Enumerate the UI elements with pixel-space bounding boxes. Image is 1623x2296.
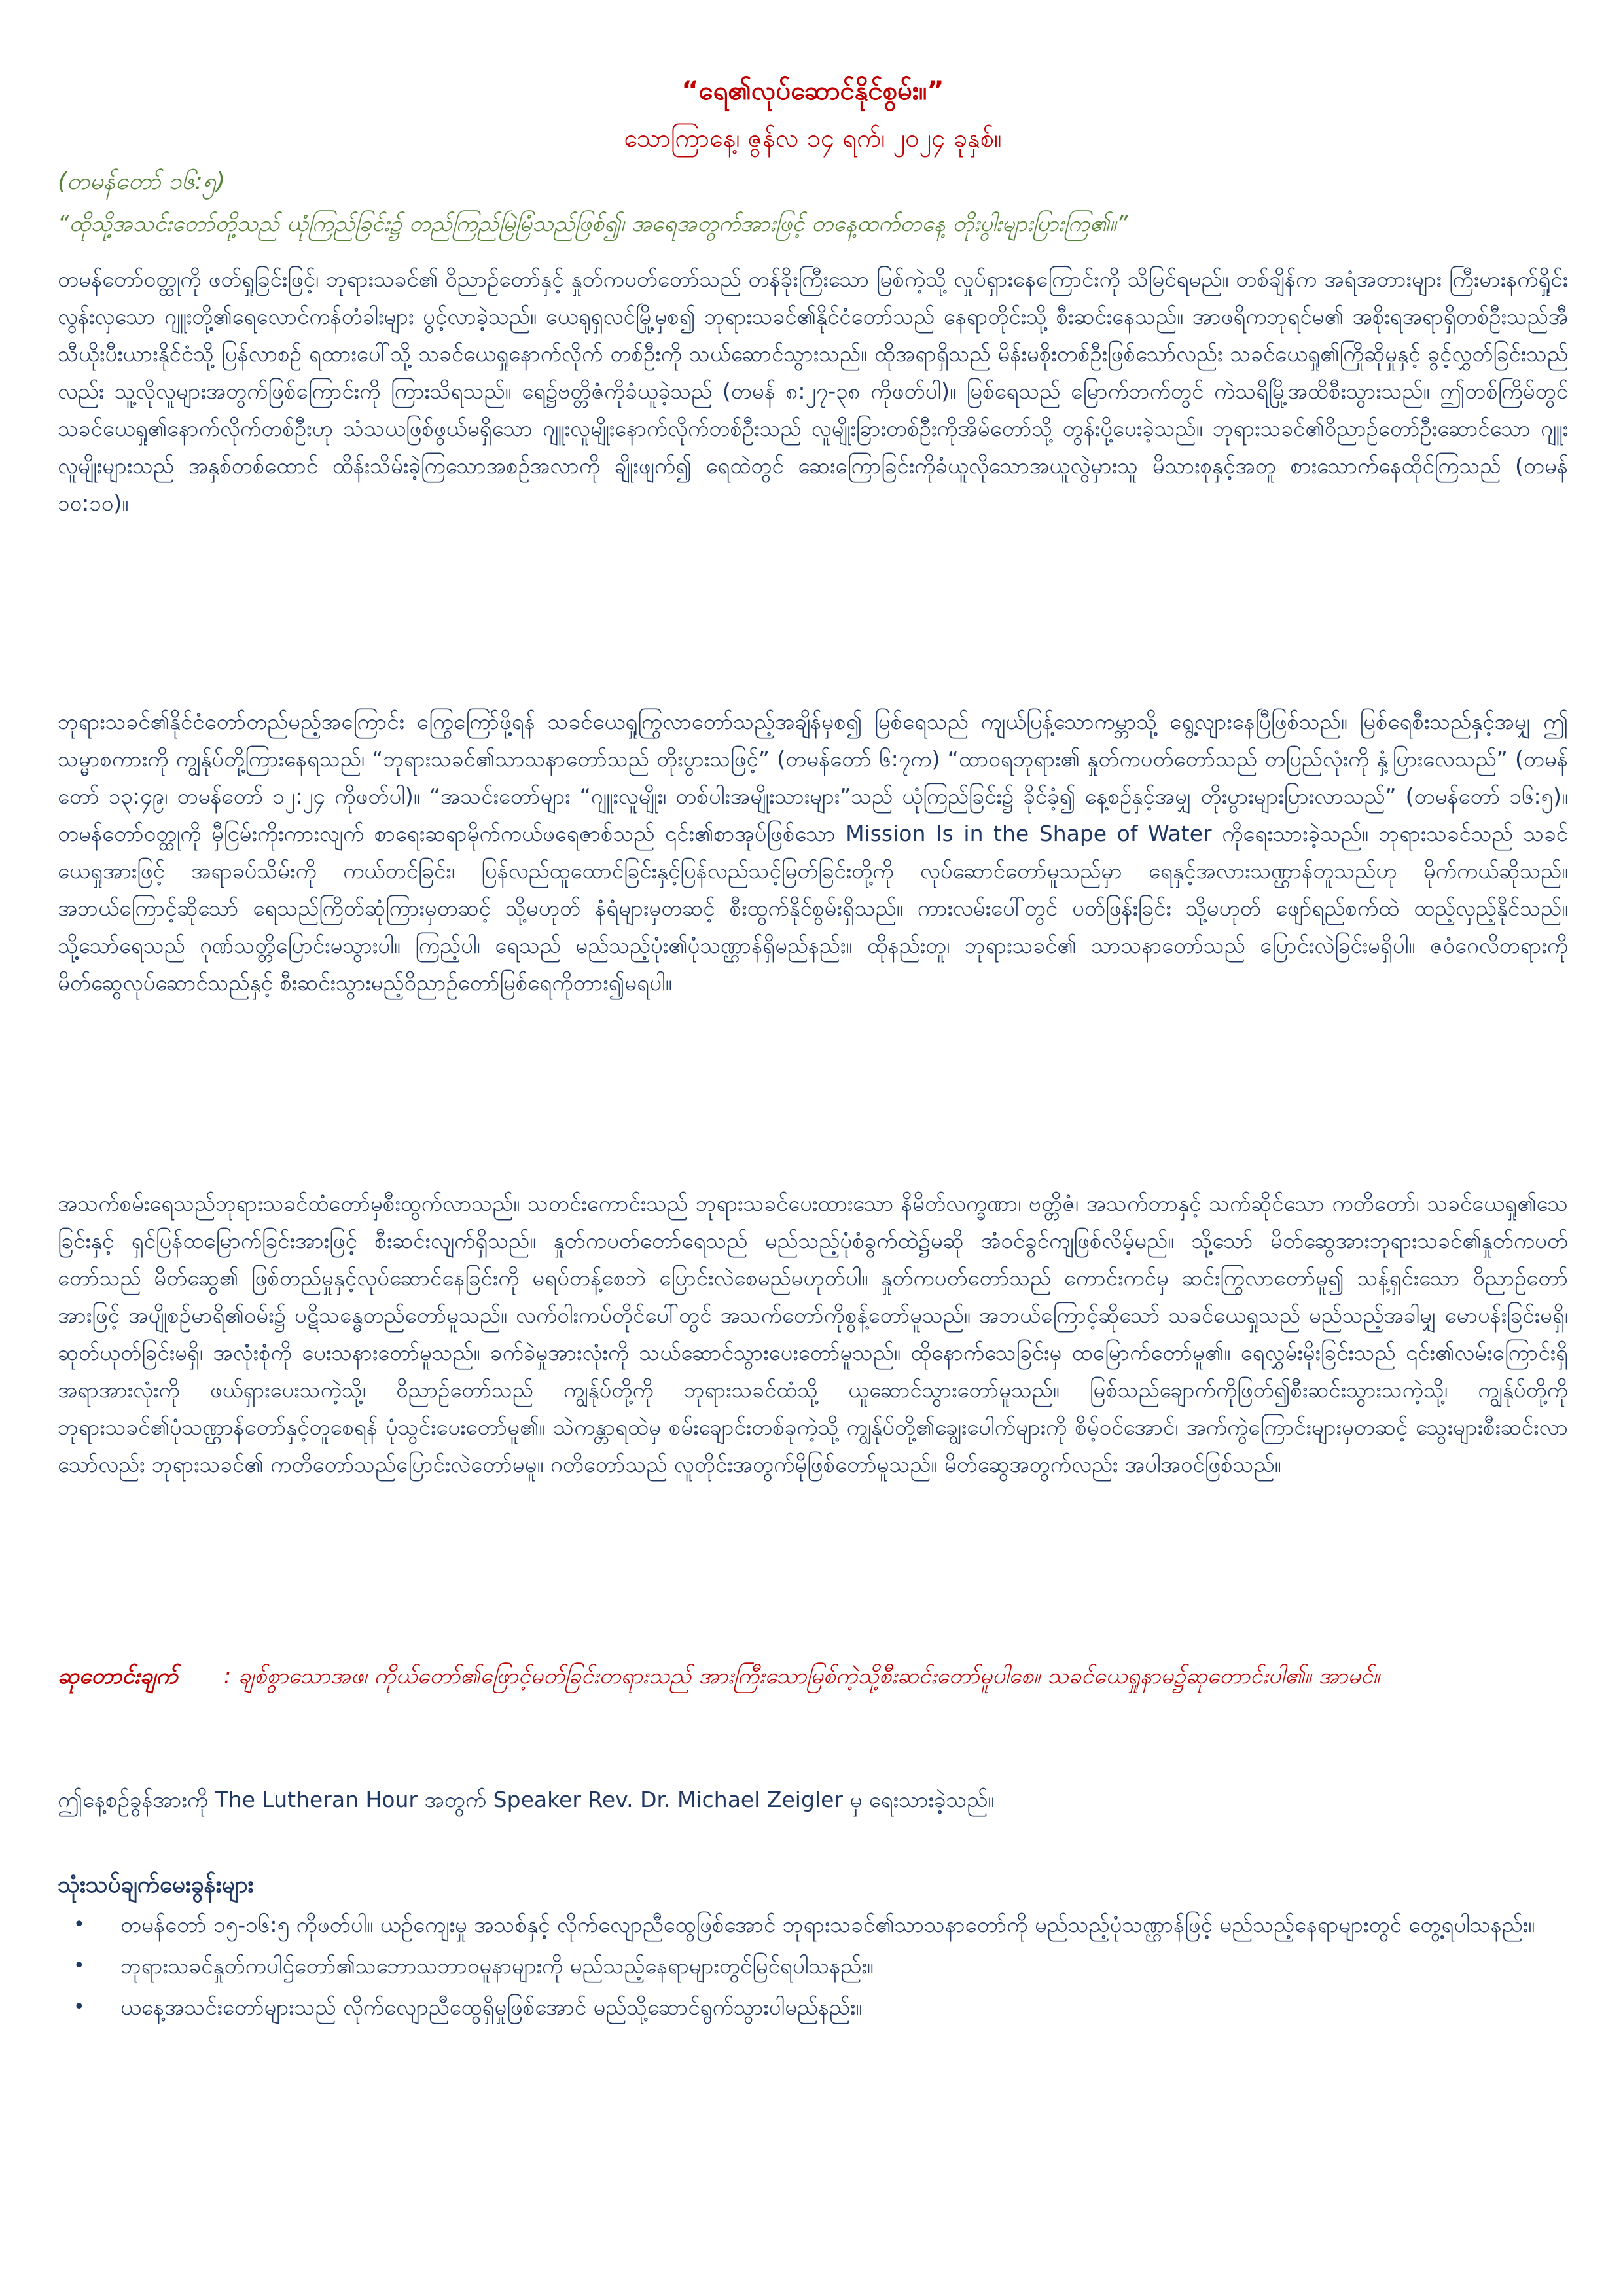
- devotion-date: သောကြာနေ့၊ ဇွန်လ ၁၄ ရက်၊ ၂၀၂၄ ခုနှစ်။: [624, 124, 1002, 152]
- body-paragraph-2: ဘုရားသခင်၏နိုင်ငံတော်တည်မည့်အကြောင်း ကြွေကြော်ဖို့ရန် သခင်ယေရှုကြွလာတော်သည့်အချိန်မှစ၍ မြစ်ရေသည် ကျယ်ပြန့်သောကမ္ဘာသို့ ရွေ့လျားနေပြီဖြစ်သည်။ မြစ်ရေစီးသည်နှင့်အမျှ ဤသမ္မာစကားကို ကျွန်ုပ်တို့ကြားနေရသည်၊ “ဘုရားသခင်၏သာသနာတော်သည် တိုးပွားသဖြင့်” (တမန်တော် ၆:၇က) “ထာဝရဘုရား၏ နှုတ်ကပတ်တော်သည် တပြည်လုံးကို နှံ့ပြားလေသည်” (တမန်တော် ၁၃:၄၉၊ တမန်တော် ၁၂:၂၄ ကိုဖတ်ပါ)။ “အသင်းတော်များ “ဂျူးလူမျိုး၊ တစ်ပါးအမျိုးသားများ”သည် ယုံကြည်ခြင်း၌ ခိုင်ခံ့၍ နေ့စဉ်နှင့်အမျှ တိုးပွားများပြားလာသည်” (တမန်တော် ၁၆:၅)။ တမန်တော်ဝတ္ထုကို မှီငြမ်းကိုးကားလျက် စာရေးဆရာမိုက်ကယ်ဖရေဇာစ်သည် ၎င်း၏စာအုပ်ဖြစ်သော Mission Is in the Shape of Water ကိုရေးသားခဲ့သည်။ ဘုရားသခင်သည် သခင်ယေရှုအားဖြင့် အရာခပ်သိမ်းကို ကယ်တင်ခြင်း၊ ပြန်လည်ထူထောင်ခြင်းနှင့်ပြန်လည်သင့်မြတ်ခြင်းတို့ကို လုပ်ဆောင်တော်မူသည်မှာ ရေနှင့်အလားသဏ္ဌာန်တူသည်ဟု မိုက်ကယ်ဆိုသည်။ အဘယ်ကြောင့်ဆိုသော် ရေသည်ကြိတ်ဆုံကြားမှတဆင့် သို့မဟုတ် နံရံများမှတဆင့် စီးထွက်နိုင်စွမ်းရှိသည်။ ကားလမ်းပေါ်တွင် ပတ်ဖြန်းခြင်း သို့မဟုတ် ဖျော်ရည်စက်ထဲ ထည့်လှည့်နိုင်သည်။ သို့သော်ရေသည် ဂုဏ်သတ္တိပြောင်းမသွားပါ။ ကြည့်ပါ၊ ရေသည် မည်သည့်ပုံး၏ပုံသဏ္ဌာန်ရှိမည်နည်း။ ထိုနည်းတူ၊ ဘုရားသခင်၏ သာသနာတော်သည် ပြောင်းလဲခြင်းမရှိပါ။ ဇဝံဂေလိတရားကို မိတ်ဆွေလုပ်ဆောင်သည်နှင့် စီးဆင်းသွားမည့်ဝိညာဉ်တော်မြစ်ရေကိုတား၍မရပါ။: [58, 709, 1568, 996]
- reflection-question: [58, 1906, 1568, 1943]
- prayer-text: : ချစ်စွာသောအဖ၊ ကိုယ်တော်၏ဖြောင့်မတ်ခြင်းတရားသည် အားကြီးသောမြစ်ကဲ့သို့စီးဆင်းတော်မူပါစေ။ သခင်ယေရှုနာမ၌ဆုတောင်းပါ၏။ အာမင်။: [223, 1663, 1380, 1689]
- bullet-icon: •: [73, 1954, 85, 1977]
- scripture-verse: “ထိုသို့အသင်းတော်တို့သည် ယုံကြည်ခြင်း၌ တည်ကြည်မြဲမြံသည်ဖြစ်၍၊ အရေအတွက်အားဖြင့် တနေ့ထက်တနေ့ တိုးပွါးများပြားကြ၏။”: [58, 211, 1128, 237]
- reflection-heading: သုံးသပ်ချက်မေးခွန်းများ: [58, 1872, 254, 1898]
- body-paragraph-3: အသက်စမ်းရေသည်ဘုရားသခင်ထံတော်မှစီးထွက်လာသည်။ သတင်းကောင်းသည် ဘုရားသခင်ပေးထားသော နိမိတ်လက္ခဏာ၊ ဗတ္တိဇံ၊ အသက်တာနှင့် သက်ဆိုင်သော ကတိတော်၊ သခင်ယေရှု၏သေခြင်းနှင့် ရှင်ပြန်ထမြောက်ခြင်းအားဖြင့် စီးဆင်းလျက်ရှိသည်။ နှုတ်ကပတ်တော်ရေသည် မည်သည့်ပုံစံခွက်ထဲ၌မဆို အံဝင်ခွင်ကျဖြစ်လိမ့်မည်။ သို့သော် မိတ်ဆွေအားဘုရားသခင်၏နှုတ်ကပတ်တော်သည် မိတ်ဆွေ၏ ဖြစ်တည်မှုနှင့်လုပ်ဆောင်နေခြင်းကို မရပ်တန့်စေဘဲ ပြောင်းလဲစေမည်မဟုတ်ပါ။ နှုတ်ကပတ်တော်သည် ကောင်းကင်မှ ဆင်းကြွလာတော်မူ၍ သန့်ရှင်းသော ဝိညာဉ်တော်အားဖြင့် အပျိုစဉ်မာရိ၏ဝမ်း၌ ပဋိသန္ဓေတည်တော်မူသည်။ လက်ဝါးကပ်တိုင်ပေါ်တွင် အသက်တော်ကိုစွန့်တော်မူသည်။ အဘယ်ကြောင့်ဆိုသော် သခင်ယေရှုသည် မည်သည့်အခါမျှ မောပန်းခြင်းမရှိ၊ ဆုတ်ယုတ်ခြင်းမရှိ၊ အလုံးစုံကို ပေးသနားတော်မူသည်။ ခက်ခဲမှုအားလုံးကို သယ်ဆောင်သွားပေးတော်မူသည်။ ထိုနောက်သေခြင်းမှ ထမြောက်တော်မူ၏။ ရေလွှမ်းမိုးခြင်းသည် ၎င်း၏လမ်းကြောင်းရှိ အရာအားလုံးကို ဖယ်ရှားပေးသကဲ့သို့၊ ဝိညာဉ်တော်သည် ကျွန်ုပ်တို့ကို ဘုရားသခင်ထံသို့ ယူဆောင်သွားတော်မူသည်။ မြစ်သည်ချောက်ကိုဖြတ်၍စီးဆင်းသွားသကဲ့သို့၊ ကျွန်ုပ်တို့ကို ဘုရားသခင်၏ပုံသဏ္ဌာန်တော်နှင့်တူစေရန် ပုံသွင်းပေးတော်မူ၏။ သဲကန္တာရထဲမှ စမ်းချောင်းတစ်ခုကဲ့သို့ ကျွန်ုပ်တို့၏ချွေးပေါက်များကို စိမ့်ဝင်အောင်၊ အက်ကွဲကြောင်းများမှတဆင့် သွေးများစီးဆင်းလာသော်လည်း ဘုရားသခင်၏ ကတိတော်သည်ပြောင်းလဲတော်မမူ။ ဂတိတော်သည် လူတိုင်းအတွက်မိုဖြစ်တော်မူသည်။ မိတ်ဆွေအတွက်လည်း အပါအဝင်ဖြစ်သည်။: [58, 1191, 1568, 1477]
- reflection-question: [58, 1947, 1568, 1984]
- reflection-question-text: ဘုရားသခင်နှုတ်ကပါဌ်တော်၏သဘောသဘာဝမူနာများကို မည်သည့်နေရာများတွင်မြင်ရပါသနည်း။: [120, 1953, 874, 1979]
- scripture-reference: (တမန်တော် ၁၆:၅): [58, 168, 226, 195]
- reflection-question-text: ယနေ့အသင်းတော်များသည် လိုက်လျောညီထွေရှိမှုဖြစ်အောင် မည်သို့ဆောင်ရွက်သွားပါမည်နည်း။: [120, 1994, 863, 2020]
- body-paragraph-1: တမန်တော်ဝတ္ထုကို ဖတ်ရှုခြင်းဖြင့်၊ ဘုရားသခင်၏ ဝိညာဉ်တော်နှင့် နှုတ်ကပတ်တော်သည် တန်ခိုးကြီးသော မြစ်ကဲ့သို့ လှုပ်ရှားနေကြောင်းကို သိမြင်ရမည်။ တစ်ချိန်က အရံအတားများ ကြီးမားနက်ရှိုင်းလွန်းလှသော ဂျူးတို့၏ရေလောင်ကန်တံခါးများ ပွင့်လာခဲ့သည်။ ယေရုရှလင်မြို့မှစ၍ ဘုရားသခင်၏နိုင်ငံတော်သည် နေရာတိုင်းသို့ စီးဆင်းနေသည်။ အာဖရိကဘုရင်မ၏ အစိုးရအရာရှိတစ်ဦးသည်အီသီယိုးပီးယားနိုင်ငံသို့ ပြန်လာစဉ် ရထားပေါ်သို့ သခင်ယေရှုနောက်လိုက် တစ်ဦးကို သယ်ဆောင်သွားသည်။ ထိုအရာရှိသည် မိန်းမစိုးတစ်ဦးဖြစ်သော်လည်း သခင်ယေရှု၏ကြိုဆိုမှုနှင့် ခွင့်လွှတ်ခြင်းသည်လည်း သူ့လိုလူများအတွက်ဖြစ်ကြောင်းကို ကြားသိရသည်။ ရေ၌ဗတ္တိဇံကိုခံယူခဲ့သည် (တမန် ၈:၂၇-၃၈ ကိုဖတ်ပါ)။ မြစ်ရေသည် မြောက်ဘက်တွင် ကဲသရိမြို့အထိစီးသွားသည်။ ဤတစ်ကြိမ်တွင် သခင်ယေရှု၏နောက်လိုက်တစ်ဦးဟု သံသယဖြစ်ဖွယ်မရှိသော ဂျူးလူမျိုးနောက်လိုက်တစ်ဦးသည် လူမျိုးခြားတစ်ဦးကိုအိမ်တော်သို့ တွန်းပို့ပေးခဲ့သည်။ ဘုရားသခင်၏ဝိညာဉ်တော်ဦးဆောင်သော ဂျူးလူမျိုးများသည် အနှစ်တစ်ထောင် ထိန်းသိမ်းခဲ့ကြသောအစဉ်အလာကို ချိုးဖျက်၍ ရေထဲတွင် ဆေးကြောခြင်းကိုခံယူလိုသောအယူလွဲမှားသူ မိသားစုနှင့်အတူ စားသောက်နေထိုင်ကြသည် (တမန် ၁၀:၁၀)။: [58, 266, 1568, 516]
- reflection-question-text: တမန်တော် ၁၅-၁၆:၅ ကိုဖတ်ပါ။ ယဉ်ကျေးမှု အသစ်နှင့် လိုက်လျောညီထွေဖြစ်အောင် ဘုရားသခင်၏သာသနာတော်ကို မည်သည့်ပုံသဏ္ဌာန်ဖြင့် မည်သည့်နေရာများတွင် တွေ့ရပါသနည်း။: [120, 1912, 1535, 1937]
- prayer-label: ဆုတောင်းချက်: [58, 1663, 178, 1689]
- document-page: [58, 0, 1568, 2296]
- bullet-icon: •: [73, 1913, 85, 1936]
- author-credit: ဤနေ့စဉ်ခွန်အားကို The Lutheran Hour အတွက် Speaker Rev. Dr. Michael Zeigler မှ ရေးသားခဲ့သည်။: [58, 1787, 995, 1812]
- reflection-question-list: [58, 1906, 1568, 2030]
- reflection-question: [58, 1988, 1568, 2026]
- devotion-title: “ရေ၏လုပ်ဆောင်နိုင်စွမ်း။”: [681, 76, 944, 106]
- bullet-icon: •: [73, 1996, 85, 2018]
- prayer-block: [58, 1656, 1568, 1696]
